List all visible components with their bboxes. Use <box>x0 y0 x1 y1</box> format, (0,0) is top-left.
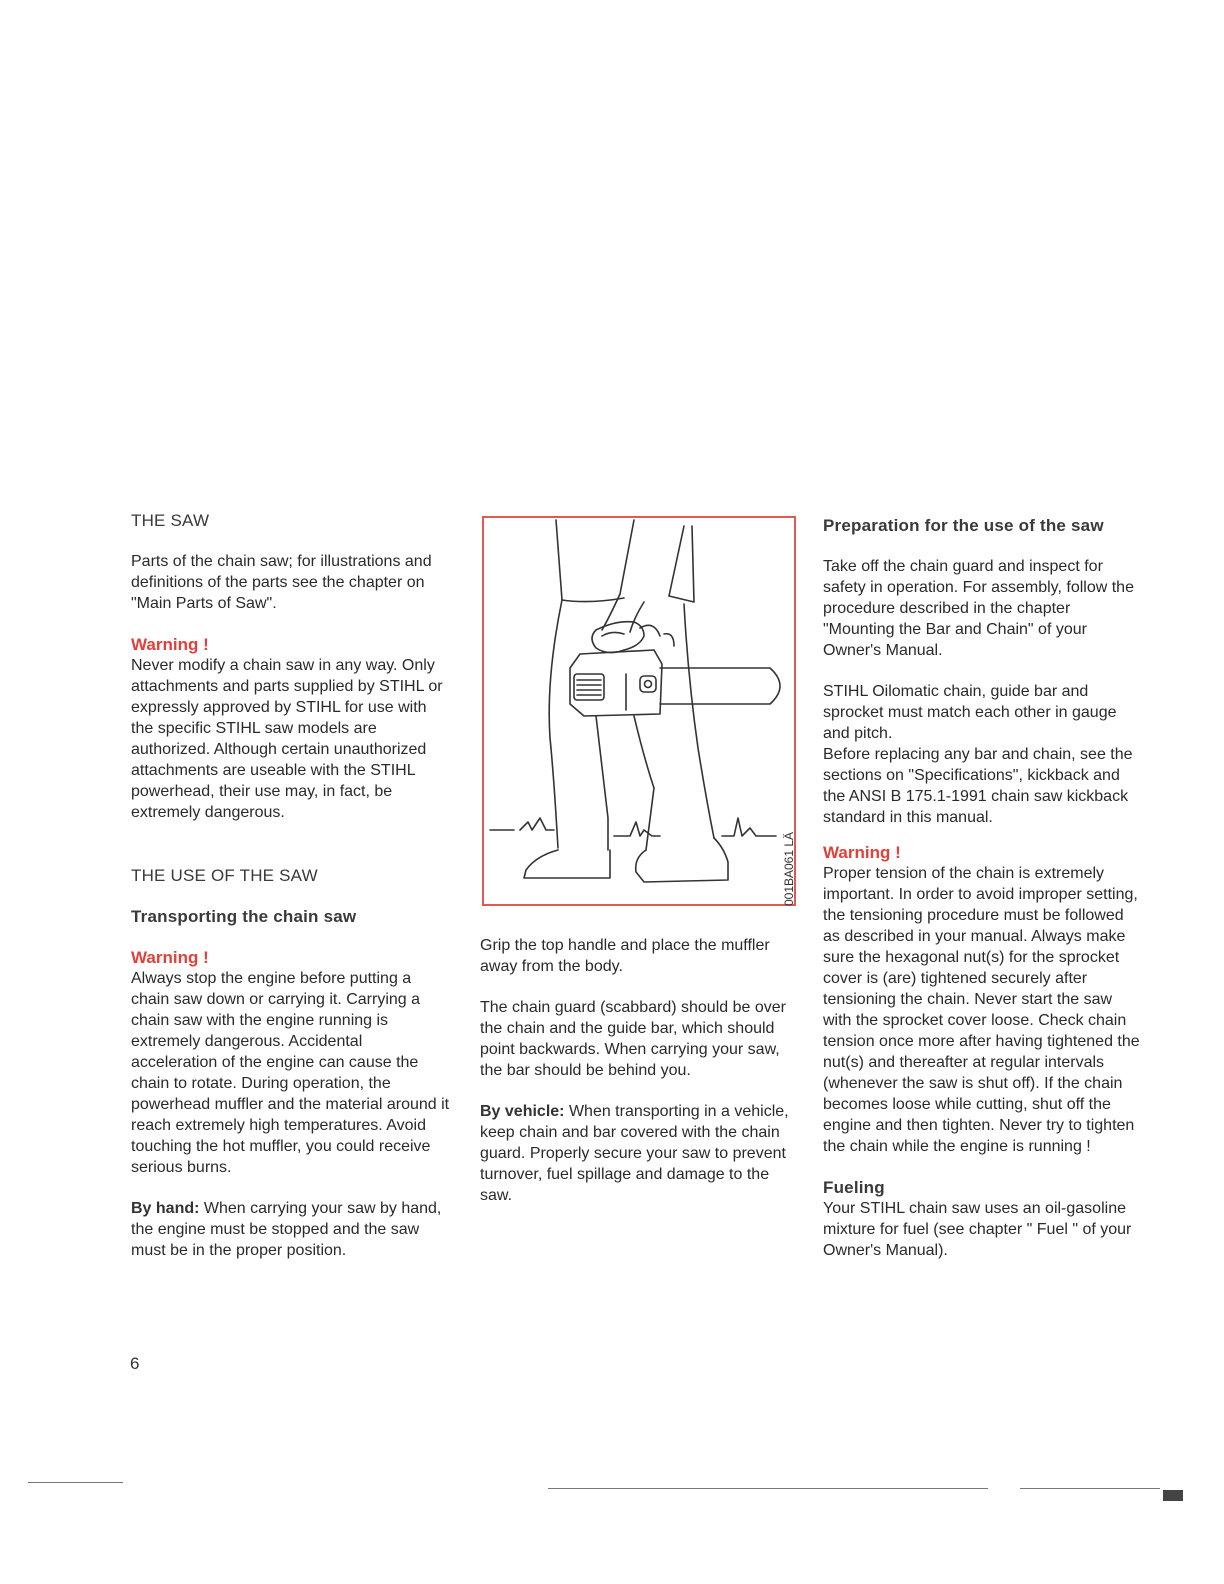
chain-guard-text: The chain guard (scabbard) should be over the chain and the guide bar, which should point backwards. When carrying your saw, the bar should be behind you. <box>480 999 786 1079</box>
heading-fueling: Fueling <box>823 1178 885 1197</box>
scan-line-left <box>28 1482 123 1483</box>
warning-label-2: Warning ! <box>131 948 209 967</box>
by-vehicle-paragraph <box>480 1101 800 1206</box>
scan-line-middle <box>548 1488 988 1489</box>
warning-label: Warning ! <box>131 635 209 654</box>
heading-preparation: Preparation for the use of the saw <box>823 516 1104 535</box>
warning-label-3: Warning ! <box>823 843 901 862</box>
scan-mark <box>1163 1490 1183 1501</box>
intro-text: Parts of the chain saw; for illustrations and definitions of the parts see the chapter on "Main Parts of Saw". <box>131 553 432 612</box>
warning-text: Never modify a chain saw in any way. Only attachments and parts supplied by STIHL or expressly approved by STIHL for use with the specific STIHL saw models are authorized. Although certain unauthorized attachments are useable with the STIHL powerhead, their use may, in fact, be extremely dangerous. <box>131 657 443 821</box>
figure-code: 001BA061 LÄ <box>782 831 796 907</box>
illustration-frame <box>482 516 796 906</box>
page-number: 6 <box>130 1354 140 1373</box>
by-vehicle-label: By vehicle: <box>480 1103 565 1120</box>
warning-text-2: Always stop the engine before putting a chain saw down or carrying it. Carrying a chain saw with the engine running is extremely dangerous. Accidental acceleration of the engine can cause the chain to rotate. During operation, the powerhead muffler and the material around it reach extremely high temperatures. Avoid touching the hot muffler, you could receive serious burns. <box>131 970 450 1176</box>
scan-line-right <box>1020 1488 1160 1489</box>
heading-transporting: Transporting the chain saw <box>131 907 357 926</box>
warning-text-3: Proper tension of the chain is extremely important. In order to avoid improper setting, the tensioning procedure must be followed as described in your manual. Always make sure the hexagonal nut(s) for the sprocket cover is (are) tightened securely after tensioning the chain. Never start the saw with the sprocket cover loose. Check chain tension once more after having tightened the nut(s) and thereafter at regular intervals (whenever the saw is shut off). If the chain becomes loose while cutting, shut off the engine and then tighten. Never try to tighten the chain while the engine is running ! <box>823 865 1140 1155</box>
preparation-text-3: Before replacing any bar and chain, see the sections on "Specifications", kickback and the ANSI B 175.1-1991 chain saw kickback standard in this manual. <box>823 746 1133 826</box>
by-vehicle-text: When transporting in a vehicle, keep chain and bar covered with the chain guard. Properly secure your saw to prevent turnover, fuel spillage and damage to the saw. <box>480 1103 789 1204</box>
heading-the-saw: THE SAW <box>131 511 210 530</box>
by-hand-text: When carrying your saw by hand, the engine must be stopped and the saw must be in the proper position. <box>131 1200 442 1259</box>
person-carrying-chainsaw-illustration <box>484 518 794 904</box>
right-column <box>823 515 1143 1261</box>
heading-use-of-saw: THE USE OF THE SAW <box>131 866 318 885</box>
left-column <box>131 510 451 1261</box>
by-hand-paragraph <box>131 1198 451 1261</box>
grip-text: Grip the top handle and place the muffler away from the body. <box>480 937 770 975</box>
fueling-text: Your STIHL chain saw uses an oil-gasoline mixture for fuel (see chapter " Fuel " of your Owner's Manual). <box>823 1200 1132 1259</box>
middle-column <box>480 935 800 1206</box>
preparation-text-1: Take off the chain guard and inspect for safety in operation. For assembly, follow the procedure described in the chapter "Mounting the Bar and Chain" of your Owner's Manual. <box>823 558 1134 659</box>
preparation-text-2: STIHL Oilomatic chain, guide bar and sprocket must match each other in gauge and pitch. <box>823 683 1117 742</box>
by-hand-label: By hand: <box>131 1200 200 1217</box>
